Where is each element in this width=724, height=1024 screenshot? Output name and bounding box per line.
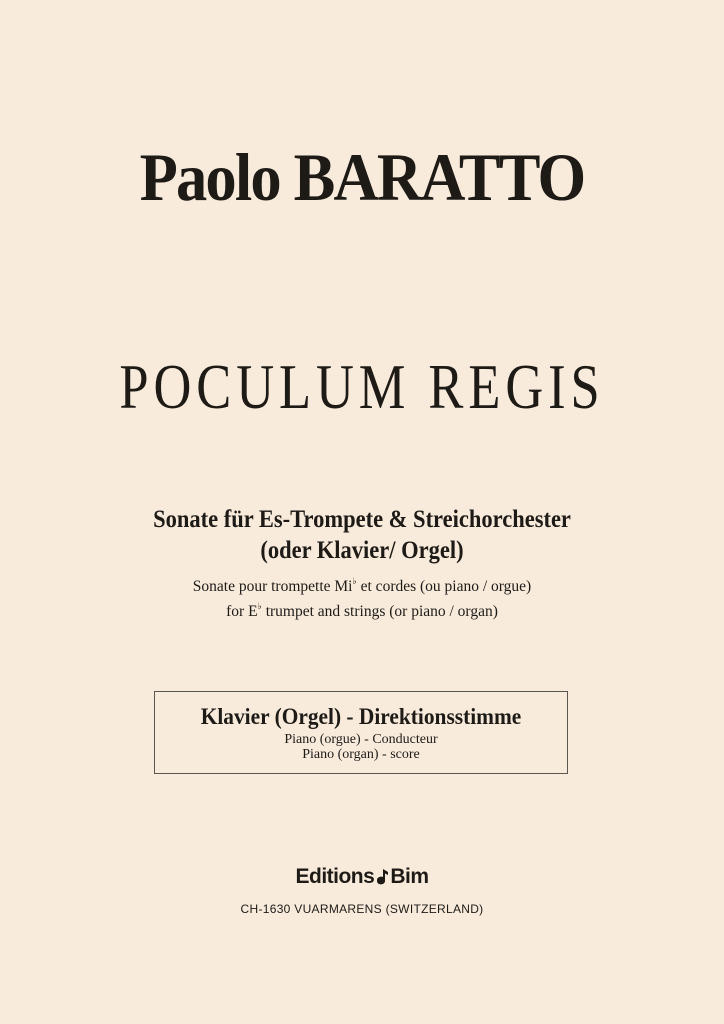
subtitle-french-text-start: Sonate pour trompette Mi (192, 578, 353, 595)
subtitle-english-text-end: trumpet and strings (or piano / organ) (261, 603, 498, 620)
eighth-note-icon (375, 868, 389, 886)
subtitle-french-text-end: et cordes (ou piano / orgue) (356, 578, 532, 595)
publisher-name-left: Editions (295, 865, 375, 888)
part-label-box (154, 691, 568, 774)
subtitle-english (0, 601, 724, 621)
subtitle-german-line1: Sonate für Es-Trompete & Streichorchester (153, 506, 571, 533)
flat-sign: ♭ (352, 576, 357, 586)
part-label-french: Piano (orgue) - Conducteur (284, 732, 438, 747)
subtitle-french (0, 576, 724, 596)
publisher-logo (0, 865, 724, 889)
part-label-english: Piano (organ) - score (302, 747, 420, 762)
composer-name: Paolo BARATTO (139, 139, 585, 215)
flat-sign: ♭ (257, 601, 262, 611)
work-title: POCULUM REGIS (119, 351, 605, 422)
subtitle-german-line2: (oder Klavier/ Orgel) (260, 537, 464, 564)
subtitle-english-text-start: for E (226, 603, 258, 620)
publisher-address: CH-1630 VUARMARENS (SWITZERLAND) (240, 902, 484, 916)
part-label-german: Klavier (Orgel) - Direktionsstimme (200, 704, 522, 729)
publisher-name-right: Bim (390, 865, 429, 888)
